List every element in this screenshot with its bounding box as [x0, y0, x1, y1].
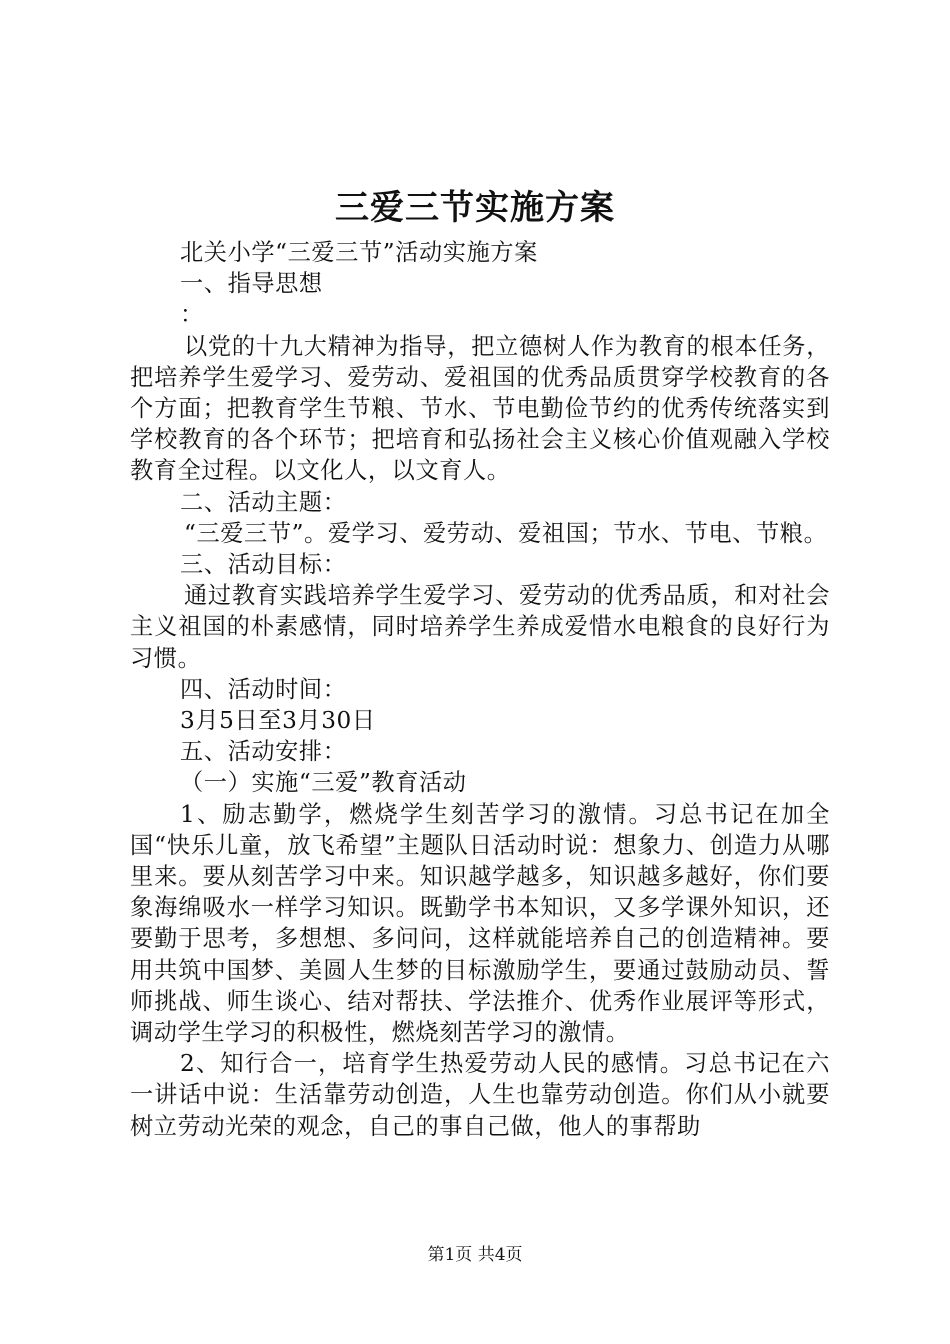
section-heading-arrangement: 五、活动安排： — [180, 738, 347, 766]
section-heading-guiding-ideology: 一、指导思想 — [180, 270, 323, 298]
paragraph-guiding-ideology: 以党的十九大精神为指导，把立德树人作为教育的根本任务，把培养学生爱学习、爱劳动、爱祖国的优秀品质贯穿学校教育的各个方面；把教育学生节粮、节水、节电勤俭节约的优秀传统落实到学校教育的各个环节；把培育和弘扬社会主义核心价值观融入学校教育全过程。以文化人，以文育人。 — [130, 332, 830, 485]
section-heading-theme: 二、活动主题： — [180, 488, 347, 516]
page-number-footer: 第1页 共4页 — [427, 1245, 523, 1265]
subsection-heading-three-loves: （一）实施“三爱”教育活动 — [180, 769, 467, 797]
paragraph-theme: “三爱三节”。爱学习、爱劳动、爱祖国；节水、节电、节粮。 — [184, 519, 828, 547]
subtitle-line: 北关小学“三爱三节”活动实施方案 — [180, 239, 538, 266]
paragraph-goals: 通过教育实践培养学生爱学习、爱劳动的优秀品质，和对社会主义祖国的朴素感情，同时培养学生养成爱惜水电粮食的良好行为习惯。 — [130, 582, 830, 672]
paragraph-time: 3月5日至3月30日 — [180, 707, 376, 735]
document-title: 三爱三节实施方案 — [335, 188, 615, 228]
colon-line: ： — [180, 301, 204, 329]
paragraph-item-2: 2、知行合一，培育学生热爱劳动人民的感情。习总书记在六一讲话中说：生活靠劳动创造，人生也靠劳动创造。你们从小就要树立劳动光荣的观念，自己的事自己做，他人的事帮助 — [130, 1050, 830, 1140]
document-body — [130, 237, 830, 1142]
section-heading-time: 四、活动时间： — [180, 675, 347, 703]
section-heading-goals: 三、活动目标： — [180, 551, 347, 579]
paragraph-item-1: 1、励志勤学，燃烧学生刻苦学习的激情。习总书记在加全国“快乐儿童，放飞希望”主题队日活动时说：想象力、创造力从哪里来。要从刻苦学习中来。知识越学越多，知识越多越好，你们要象海绵吸水一样学习知识。既勤学书本知识，又多学课外知识，还要勤于思考，多想想、多问问，这样就能培养自己的创造精神。要用共筑中国梦、美圆人生梦的目标激励学生，要通过鼓励动员、誓师挑战、师生谈心、结对帮扶、学法推介、优秀作业展评等形式，调动学生学习的积极性，燃烧刻苦学习的激情。 — [130, 800, 830, 1047]
